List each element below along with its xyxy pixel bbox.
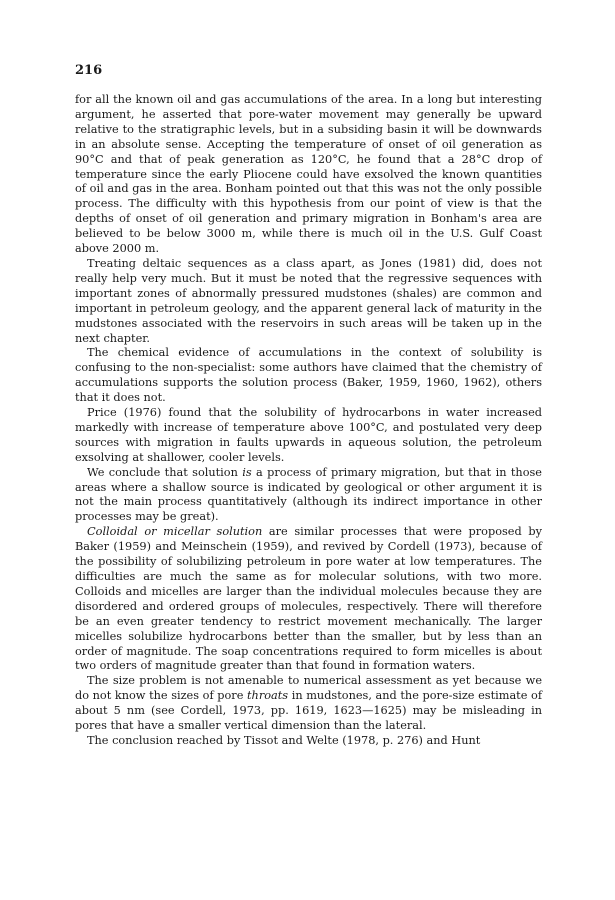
paragraph [75,93,542,257]
italic-text: Colloidal or micellar solution [87,525,263,539]
paragraph [75,406,542,466]
text-run: Treating deltaic sequences as a class apart, as Jones (1981) did, does not really help very much. But it must be noted that the regressive sequences with important zones of abnormally pressured mudstones (shales) are common and important in petroleum geology, and the apparent general lack of maturity in the mudstones associated with the reservoirs in such areas will be taken up in the next chapter. [75,256,542,345]
paragraph [75,346,542,406]
paragraph [75,257,542,346]
text-run: The conclusion reached by Tissot and Welte (1978, p. 276) and Hunt [87,733,481,747]
text-run: are similar processes that were proposed by Baker (1959) and Meinschein (1959), and revived by Cordell (1973), because of the possibility of solubilizing petroleum in pore water at low temperatures. The difficulties are much the same as for molecular solutions, with two more. Colloids and micelles are larger than the individual molecules because they are disordered and ordered groups of molecules, respectively. There will therefore be an even greater tendency to restrict movement mechanically. The larger micelles solubilize hydrocarbons better than the smaller, but by less than an order of magnitude. The soap concentrations required to form micelles is about two orders of magnitude greater than that found in formation waters. [75,525,542,673]
italic-text: throats [247,689,289,703]
text-run: for all the known oil and gas accumulations of the area. In a long but interesting argument, he asserted that pore-water movement may generally be upward relative to the stratigraphic levels, but in a subsiding basin it will be downwards in an absolute sense. Accepting the temperature of onset of oil generation as 90°C and that of peak generation as 120°C, he found that a 28°C drop of temperature since the early Pliocene could have exsolved the known quantities of oil and gas in the area. Bonham pointed out that this was not the only possible process. The difficulty with this hypothesis from our point of view is that the depths of onset of oil generation and primary migration in Bonham's area are believed to be below 3000 m, while there is much oil in the U.S. Gulf Coast above 2000 m. [75,93,542,256]
text-run: in mudstones, and the pore-size estimate of about 5 nm (see Cordell, 1973, pp. 1619, 1623—1625) may be misleading in pores that have a smaller vertical dimension than the lateral. [75,689,543,733]
text-run: The chemical evidence of accumulations in the context of solubility is confusing to the non-specialist: some authors have claimed that the chemistry of accumulations supports the solution process (Baker, 1959, 1960, 1962), others that it does not. [75,346,542,405]
text-run: The size problem is not amenable to numerical assessment as yet because we do not know the sizes of pore [75,674,542,703]
italic-text: is [242,465,252,479]
text-run: a process of primary migration, but that in those areas where a shallow source is indicated by geological or other argument it is not the main process quantitatively (although its indirect importance in other processes may be great). [75,465,542,524]
paragraph [75,525,542,674]
body-text [75,93,542,749]
page-number: 216 [75,63,103,78]
text-run: Price (1976) found that the solubility of hydrocarbons in water increased markedly with increase of temperature above 100°C, and postulated very deep sources with migration in faults upwards in aqueous solution, the petroleum exsolving at shallower, cooler levels. [75,406,542,464]
paragraph [75,674,542,734]
text-run: We conclude that solution [87,465,243,479]
paragraph [75,734,542,749]
paragraph [75,466,542,526]
